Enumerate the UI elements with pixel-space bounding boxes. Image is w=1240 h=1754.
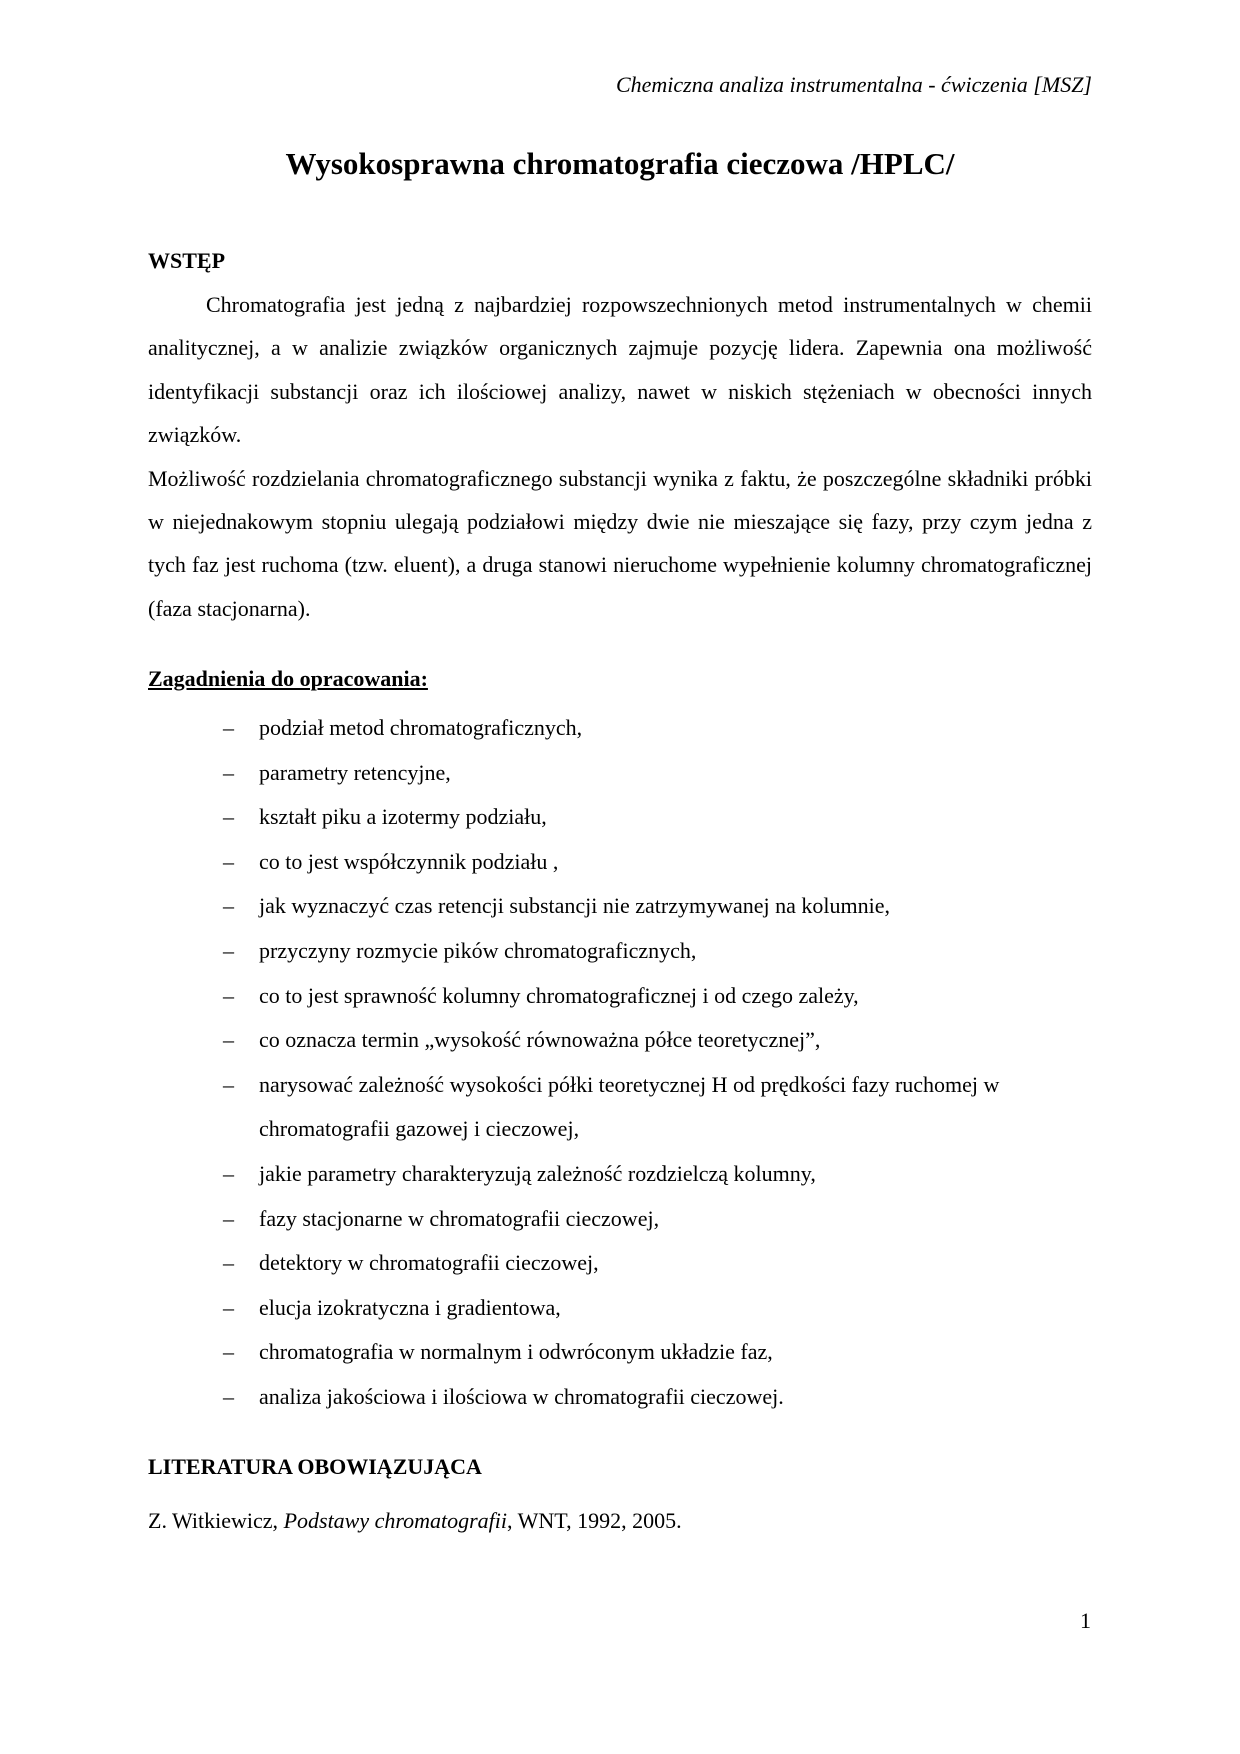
topic-text: chromatografia w normalnym i odwróconym układzie faz, <box>259 1339 773 1365</box>
bullet-dash: – <box>223 1027 234 1053</box>
topic-text: kształt piku a izotermy podziału, <box>259 804 547 830</box>
topic-text: detektory w chromatografii cieczowej, <box>259 1250 599 1276</box>
topic-item <box>148 929 1092 974</box>
bullet-dash: – <box>223 1383 234 1409</box>
topic-text: przyczyny rozmycie pików chromatograficznych, <box>259 937 697 963</box>
topic-item <box>148 884 1092 929</box>
topic-text: co to jest współczynnik podziału , <box>259 848 559 874</box>
reference-author: Z. Witkiewicz, <box>148 1508 284 1533</box>
bullet-dash: – <box>223 715 234 740</box>
intro-paragraph: Możliwość rozdzielania chromatograficznego substancji wynika z faktu, że poszczególne składniki próbki w niejednakowym stopniu ulegają podziałowi między dwie nie mieszające się fazy, przy czym jedna z tych faz jest ruchoma (tzw. eluent), a druga stanowi nieruchome wypełnienie kolumny chromatograficznej (faza stacjonarna). <box>148 465 1092 621</box>
topic-text: narysować zależność wysokości półki teoretycznej H od prędkości fazy ruchomej w chromatografii gazowej i cieczowej, <box>259 1071 1000 1142</box>
topic-text: parametry retencyjne, <box>259 759 451 785</box>
page-number: 1 <box>1080 1608 1091 1633</box>
topic-item <box>148 795 1092 840</box>
topic-item <box>148 840 1092 885</box>
topic-item <box>148 706 1092 751</box>
topic-item <box>148 1330 1092 1375</box>
bullet-dash: – <box>223 804 234 830</box>
topic-text: elucja izokratyczna i gradientowa, <box>259 1294 561 1320</box>
reference-details: , WNT, 1992, 2005. <box>507 1508 682 1533</box>
bullet-dash: – <box>223 937 234 963</box>
intro-section <box>148 283 1092 630</box>
topic-item <box>148 1375 1092 1420</box>
bullet-dash: – <box>223 759 234 785</box>
topic-item <box>148 1152 1092 1197</box>
literature-heading: LITERATURA OBOWIĄZUJĄCA <box>148 1454 482 1479</box>
topic-text: podział metod chromatograficznych, <box>259 715 583 740</box>
intro-paragraph: Chromatografia jest jedną z najbardziej rozpowszechnionych metod instrumentalnych w chemii analitycznej, a w analizie związków organicznych zajmuje pozycję lidera. Zapewnia ona możliwość identyfikacji substancji oraz ich ilościowej analizy, nawet w niskich stężeniach w obecności innych związków. <box>148 292 1092 448</box>
intro-heading: WSTĘP <box>148 248 226 273</box>
literature-reference <box>148 1508 682 1534</box>
running-header: Chemiczna analiza instrumentalna - ćwiczenia [MSZ] <box>615 72 1092 97</box>
topic-item <box>148 1063 1092 1152</box>
bullet-dash: – <box>223 1205 234 1231</box>
topic-text: jak wyznaczyć czas retencji substancji nie zatrzymywanej na kolumnie, <box>259 893 891 919</box>
bullet-dash: – <box>223 848 234 874</box>
topic-text: fazy stacjonarne w chromatografii cieczowej, <box>259 1205 660 1231</box>
topics-list <box>148 706 1092 1420</box>
topic-text: co to jest sprawność kolumny chromatograficznej i od czego zależy, <box>259 982 859 1008</box>
topic-item <box>148 1241 1092 1286</box>
bullet-dash: – <box>223 1339 234 1365</box>
bullet-dash: – <box>223 982 234 1008</box>
topic-item <box>148 1286 1092 1331</box>
bullet-dash: – <box>223 1071 234 1097</box>
bullet-dash: – <box>223 1160 234 1186</box>
topic-item <box>148 974 1092 1019</box>
reference-book-title: Podstawy chromatografii <box>283 1508 508 1533</box>
topic-item <box>148 751 1092 796</box>
topic-text: jakie parametry charakteryzują zależność rozdzielczą kolumny, <box>259 1160 816 1186</box>
topic-item <box>148 1018 1092 1063</box>
topic-text: co oznacza termin „wysokość równoważna półce teoretycznej”, <box>259 1027 821 1053</box>
bullet-dash: – <box>223 893 234 919</box>
topic-text: analiza jakościowa i ilościowa w chromatografii cieczowej. <box>259 1383 784 1409</box>
bullet-dash: – <box>223 1294 234 1320</box>
page-title: Wysokosprawna chromatografia cieczowa /HPLC/ <box>285 146 955 181</box>
topics-heading: Zagadnienia do opracowania: <box>148 666 428 691</box>
bullet-dash: – <box>223 1250 234 1276</box>
topic-item <box>148 1197 1092 1242</box>
